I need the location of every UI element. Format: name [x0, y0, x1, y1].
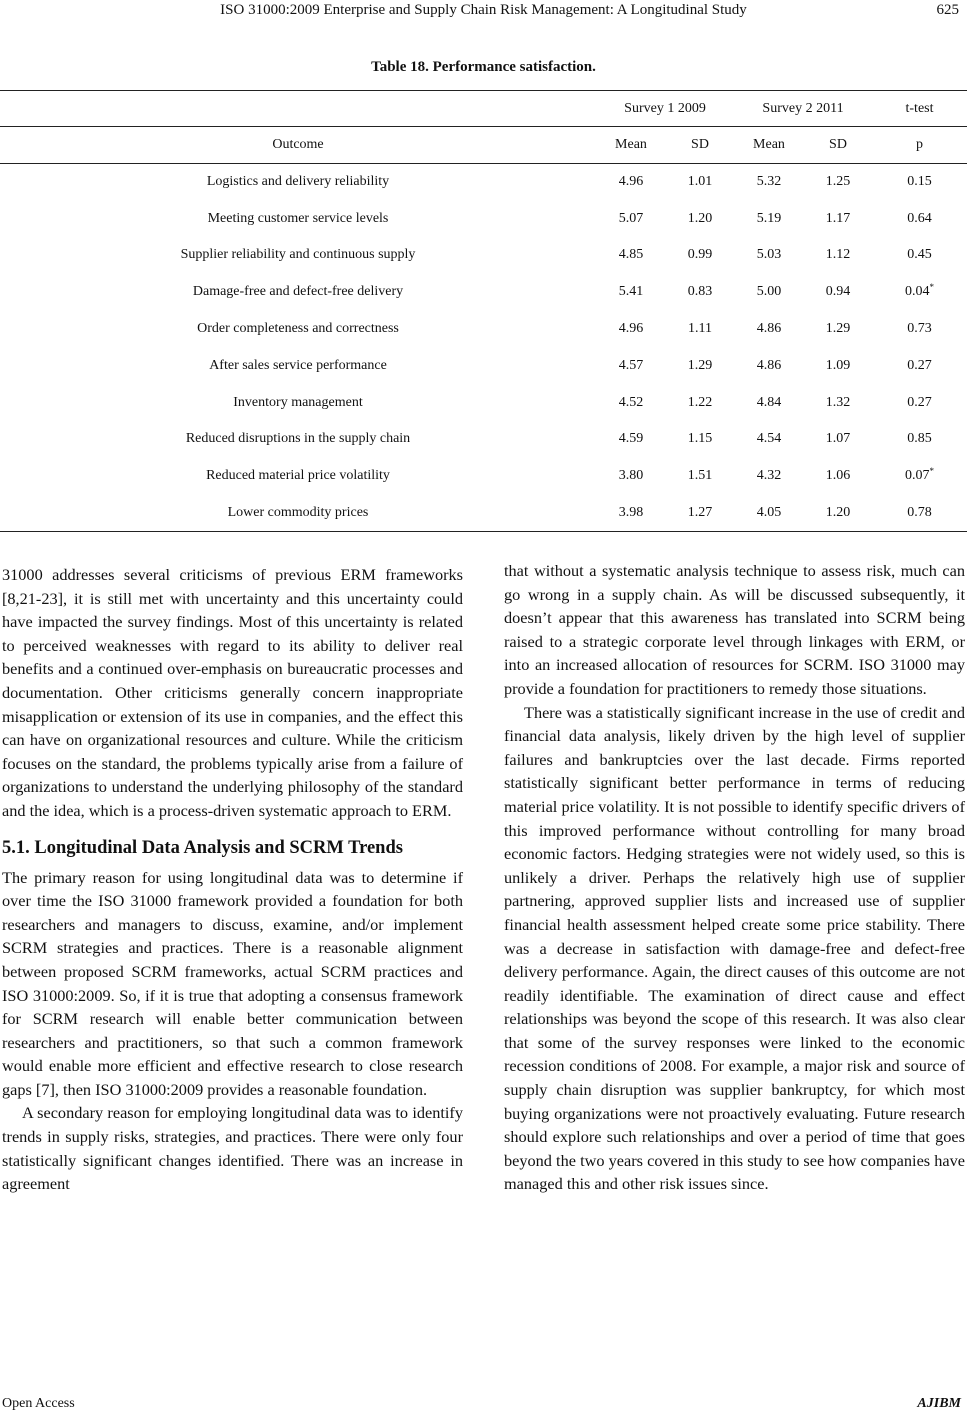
table-cell-p-value [872, 495, 967, 532]
table-cell-p-value-text: 0.64 [907, 210, 932, 226]
table-cell-sd-2011 [804, 347, 872, 384]
table-cell-sd-2011-text: 1.20 [825, 504, 851, 520]
table-cell-mean-2009-text: 4.96 [618, 174, 644, 190]
body-paragraph: The primary reason for using longitudinal data was to determine if over time the ISO 31000 framework provided a foundation for both researchers and managers to discuss, examine, and/or implement SCRM strategies and practices. There is a reasonable alignment between proposed SCRM frameworks, actual SCRM practices and ISO 31000:2009. So, if it is true that adopting a consensus framework for SCRM research will enable better communication between researchers and practitioners, so that such a common framework would enable more efficient and effective research to close research gaps [7], then ISO 31000:2009 provides a reasonable foundation. [2, 867, 463, 1099]
table-group-header-ttest: t-test [872, 91, 967, 127]
table-cell-mean-2011-text: 4.86 [756, 357, 782, 373]
left-column [2, 563, 463, 1196]
table-cell-mean-2011 [734, 384, 804, 421]
table-cell-mean-2009 [596, 274, 666, 311]
table-body [0, 164, 967, 532]
table-cell-mean-2011 [734, 495, 804, 532]
table-cell-outcome [0, 164, 596, 201]
table-row [0, 237, 967, 274]
table-cell-mean-2009 [596, 237, 666, 274]
table-cell-mean-2011 [734, 347, 804, 384]
body-paragraph: There was a statistically significant increase in the use of credit and financial data analysis, likely driven by the high level of supplier failures and bankruptcies over the last decade. Firms reported statistically significant better performance in terms of reducing material price volatility. It is not possible to identify specific drivers of this improved performance without controlling for many broad economic factors. Hedging strategies were not widely used, so this is unlikely a driver. Perhaps the relatively high use of supplier partnering, approved supplier lists and increased use of supplier financial health assessment helped create some price stability. There was a decrease in satisfaction with damage-free and defect-free delivery performance. Again, the direct causes of this outcome are not readily identifiable. The examination of direct cause and effect relationships was beyond the scope of this research. It was also clear that some of the survey responses were linked to the economic recession conditions of 2008. For example, a major risk and source of supply chain disruption was supplier bankruptcy, for which most buying organizations were not proactively evaluating. Future research should explore such relationships and over a period of time that goes beyond the two years covered in this study to see how companies have managed this and other risk issues since. [504, 702, 965, 1194]
table-cell-p-value-text: 0.78 [907, 504, 932, 520]
table-cell-mean-2011-text: 5.00 [756, 284, 782, 300]
table-cell-sd-2009-text: 1.01 [687, 174, 713, 190]
table-cell-sd-2011-text: 1.17 [825, 210, 851, 226]
table-cell-sd-2011 [804, 421, 872, 458]
table-cell-sd-2009-text: 1.15 [687, 431, 713, 447]
table-cell-sd-2009-text: 1.51 [687, 468, 713, 484]
table-cell-outcome [0, 458, 596, 495]
table-cell-p-value-text: 0.27 [907, 394, 932, 410]
right-column [504, 559, 965, 1196]
table-group-header-survey1: Survey 1 2009 [596, 91, 734, 127]
table-cell-sd-2011-text: 1.25 [825, 174, 851, 190]
table-cell-outcome [0, 347, 596, 384]
table-cell-mean-2011-text: 4.54 [756, 431, 782, 447]
table-cell-p-value [872, 384, 967, 421]
table-cell-mean-2011-text: 4.84 [756, 394, 782, 410]
table-cell-mean-2011 [734, 458, 804, 495]
table-cell-sd-2009-text: 1.11 [688, 321, 712, 337]
table-cell-p-value [872, 458, 967, 495]
table-cell-mean-2011-text: 5.19 [756, 210, 782, 226]
table-cell-outcome-text: Order completeness and correctness [197, 321, 399, 337]
table-cell-outcome-text: Damage-free and defect-free delivery [192, 284, 404, 300]
table-cell-sd-2009-text: 1.22 [687, 394, 713, 410]
table-cell-mean-2009-text: 5.41 [618, 284, 644, 300]
table-cell-mean-2009 [596, 347, 666, 384]
table-cell-sd-2009 [666, 237, 734, 274]
table-column-header: p [872, 127, 967, 164]
table-cell-mean-2009 [596, 311, 666, 348]
table-cell-p-value-text: 0.45 [907, 247, 932, 263]
table-cell-outcome [0, 200, 596, 237]
body-paragraph: that without a systematic analysis technique to assess risk, much can go wrong in a supply chain. As will be discussed subsequently, it doesn’t appear that this awareness has translated into SCRM being raised to a strategic corporate level through linkages with ERM, or into an increased allocation of resources for SCRM. ISO 31000 may provide a foundation for practitioners to remedy those situations. [504, 561, 965, 698]
table-cell-sd-2011 [804, 164, 872, 201]
table-cell-p-value [872, 311, 967, 348]
table-cell-outcome [0, 384, 596, 421]
table-cell-sd-2009 [666, 384, 734, 421]
significance-marker: * [929, 282, 934, 293]
table-cell-p-value-text: 0.73 [907, 321, 932, 337]
table-cell-sd-2011-text: 1.29 [825, 321, 851, 337]
table-cell-p-value-text: 0.27 [907, 357, 932, 373]
running-header [0, 2, 967, 24]
table-cell-sd-2009 [666, 421, 734, 458]
table-cell-sd-2011 [804, 274, 872, 311]
table-cell-p-value [872, 237, 967, 274]
table-cell-mean-2011 [734, 421, 804, 458]
table-cell-mean-2009-text: 4.59 [618, 431, 644, 447]
table-cell-sd-2011 [804, 495, 872, 532]
table-cell-sd-2011-text: 1.32 [825, 394, 851, 410]
table-cell-mean-2011 [734, 311, 804, 348]
table-column-header: SD [666, 127, 734, 164]
table-cell-p-value-text: 0.07 [905, 468, 930, 484]
table-cell-p-value [872, 164, 967, 201]
running-title: ISO 31000:2009 Enterprise and Supply Chain Risk Management: A Longitudinal Study [220, 2, 747, 18]
body-paragraph: A secondary reason for employing longitudinal data was to identify trends in supply risks, strategies, and practices. There were only four statistically significant changes identified. There was an increase in agreement [2, 1103, 463, 1194]
table-cell-outcome-text: Supplier reliability and continuous supply [180, 247, 416, 263]
table-cell-outcome [0, 311, 596, 348]
table-row [0, 274, 967, 311]
table-cell-sd-2011 [804, 200, 872, 237]
table-cell-sd-2009-text: 1.20 [687, 210, 713, 226]
table-cell-sd-2009-text: 1.27 [687, 504, 713, 520]
table-cell-sd-2009 [666, 311, 734, 348]
table-cell-mean-2011 [734, 164, 804, 201]
table-cell-outcome [0, 421, 596, 458]
table-cell-outcome [0, 237, 596, 274]
table-row [0, 458, 967, 495]
section-heading: 5.1. Longitudinal Data Analysis and SCRM Trends [2, 837, 403, 858]
table-group-header-survey2: Survey 2 2011 [734, 91, 872, 127]
table-cell-sd-2009 [666, 164, 734, 201]
table-row [0, 164, 967, 201]
table-cell-outcome-text: Reduced disruptions in the supply chain [185, 431, 411, 447]
table-row [0, 347, 967, 384]
table-cell-p-value-text: 0.04 [905, 284, 930, 300]
table-cell-mean-2009 [596, 421, 666, 458]
table-cell-sd-2009 [666, 347, 734, 384]
table-cell-p-value-text: 0.15 [907, 174, 932, 190]
table-cell-sd-2011-text: 1.12 [825, 247, 851, 263]
table-cell-mean-2009 [596, 458, 666, 495]
table-cell-sd-2009 [666, 200, 734, 237]
table-group-header-row [0, 91, 967, 127]
table-cell-outcome [0, 495, 596, 532]
table-cell-mean-2009 [596, 200, 666, 237]
table-row [0, 200, 967, 237]
table-cell-mean-2011-text: 4.05 [756, 504, 782, 520]
table-cell-outcome-text: Meeting customer service levels [207, 210, 389, 226]
table-cell-mean-2009 [596, 164, 666, 201]
table-cell-mean-2009-text: 4.52 [618, 394, 644, 410]
table-cell-sd-2011 [804, 311, 872, 348]
table-cell-mean-2009-text: 4.57 [618, 357, 644, 373]
table-cell-p-value [872, 274, 967, 311]
table-cell-p-value-text: 0.85 [907, 431, 932, 447]
table-cell-p-value [872, 421, 967, 458]
table-header-blank [0, 91, 596, 127]
table-cell-mean-2009 [596, 495, 666, 532]
table-cell-mean-2009-text: 4.85 [618, 247, 644, 263]
table-column-header: Outcome [0, 127, 596, 164]
table-cell-outcome-text: Lower commodity prices [227, 504, 369, 520]
page-footer [0, 1396, 967, 1416]
table-row [0, 421, 967, 458]
page-number: 625 [936, 2, 959, 18]
significance-marker: * [929, 466, 934, 477]
table-column-header-row [0, 127, 967, 164]
table-cell-mean-2011-text: 4.32 [756, 468, 782, 484]
table-cell-mean-2011-text: 4.86 [756, 321, 782, 337]
table-cell-sd-2009-text: 0.83 [687, 284, 713, 300]
table-cell-sd-2011-text: 1.09 [825, 357, 851, 373]
table-cell-sd-2011 [804, 237, 872, 274]
table-cell-sd-2009 [666, 274, 734, 311]
footer-journal: AJIBM [917, 1396, 961, 1411]
table-cell-sd-2009-text: 0.99 [687, 247, 713, 263]
table-cell-sd-2009-text: 1.29 [687, 357, 713, 373]
table-cell-mean-2011 [734, 237, 804, 274]
table-row [0, 311, 967, 348]
table-cell-mean-2009-text: 3.98 [618, 504, 644, 520]
table-cell-sd-2011-text: 1.06 [825, 468, 851, 484]
table-cell-mean-2009-text: 4.96 [618, 321, 644, 337]
table-column-header: SD [804, 127, 872, 164]
table-cell-sd-2009 [666, 495, 734, 532]
table-caption: Table 18. Performance satisfaction. [371, 59, 596, 75]
table-row [0, 384, 967, 421]
performance-table [0, 90, 967, 532]
table-column-header: Mean [596, 127, 666, 164]
table-cell-mean-2009-text: 3.80 [618, 468, 644, 484]
table-cell-outcome-text: Logistics and delivery reliability [206, 174, 390, 190]
table-cell-sd-2011-text: 0.94 [825, 284, 851, 300]
table-cell-sd-2011-text: 1.07 [825, 431, 851, 447]
table-cell-p-value [872, 200, 967, 237]
table-cell-mean-2011 [734, 200, 804, 237]
table-column-header: Mean [734, 127, 804, 164]
table-row [0, 495, 967, 532]
table-cell-outcome [0, 274, 596, 311]
table-cell-mean-2011 [734, 274, 804, 311]
table-cell-mean-2009 [596, 384, 666, 421]
table-cell-outcome-text: After sales service performance [209, 357, 387, 373]
body-paragraph: 31000 addresses several criticisms of previous ERM frameworks [8,21-23], it is still met with uncertainty and this uncertainty could have impacted the survey findings. Most of this uncertainty is related to perceived weaknesses with regard to its ability to deliver real benefits and a continued over-emphasis on bureaucratic processes and documentation. Other criticisms generally concern inappropriate misapplication or extension of its use in companies, and the effect this can have on organizational resources and culture. While the criticism focuses on the standard, the problems typically arise from a failure of organizations to understand the underlying philosophy of the standard and the idea, which is a process-driven systematic approach to ERM. [2, 565, 463, 820]
table-cell-sd-2009 [666, 458, 734, 495]
table-cell-p-value [872, 347, 967, 384]
table-cell-sd-2011 [804, 458, 872, 495]
table-cell-mean-2011-text: 5.32 [756, 174, 782, 190]
table-cell-sd-2011 [804, 384, 872, 421]
table-cell-outcome-text: Reduced material price volatility [206, 468, 390, 484]
table-cell-mean-2009-text: 5.07 [618, 210, 644, 226]
table-cell-outcome-text: Inventory management [233, 394, 363, 410]
footer-open-access: Open Access [2, 1396, 75, 1411]
table-cell-mean-2011-text: 5.03 [756, 247, 782, 263]
